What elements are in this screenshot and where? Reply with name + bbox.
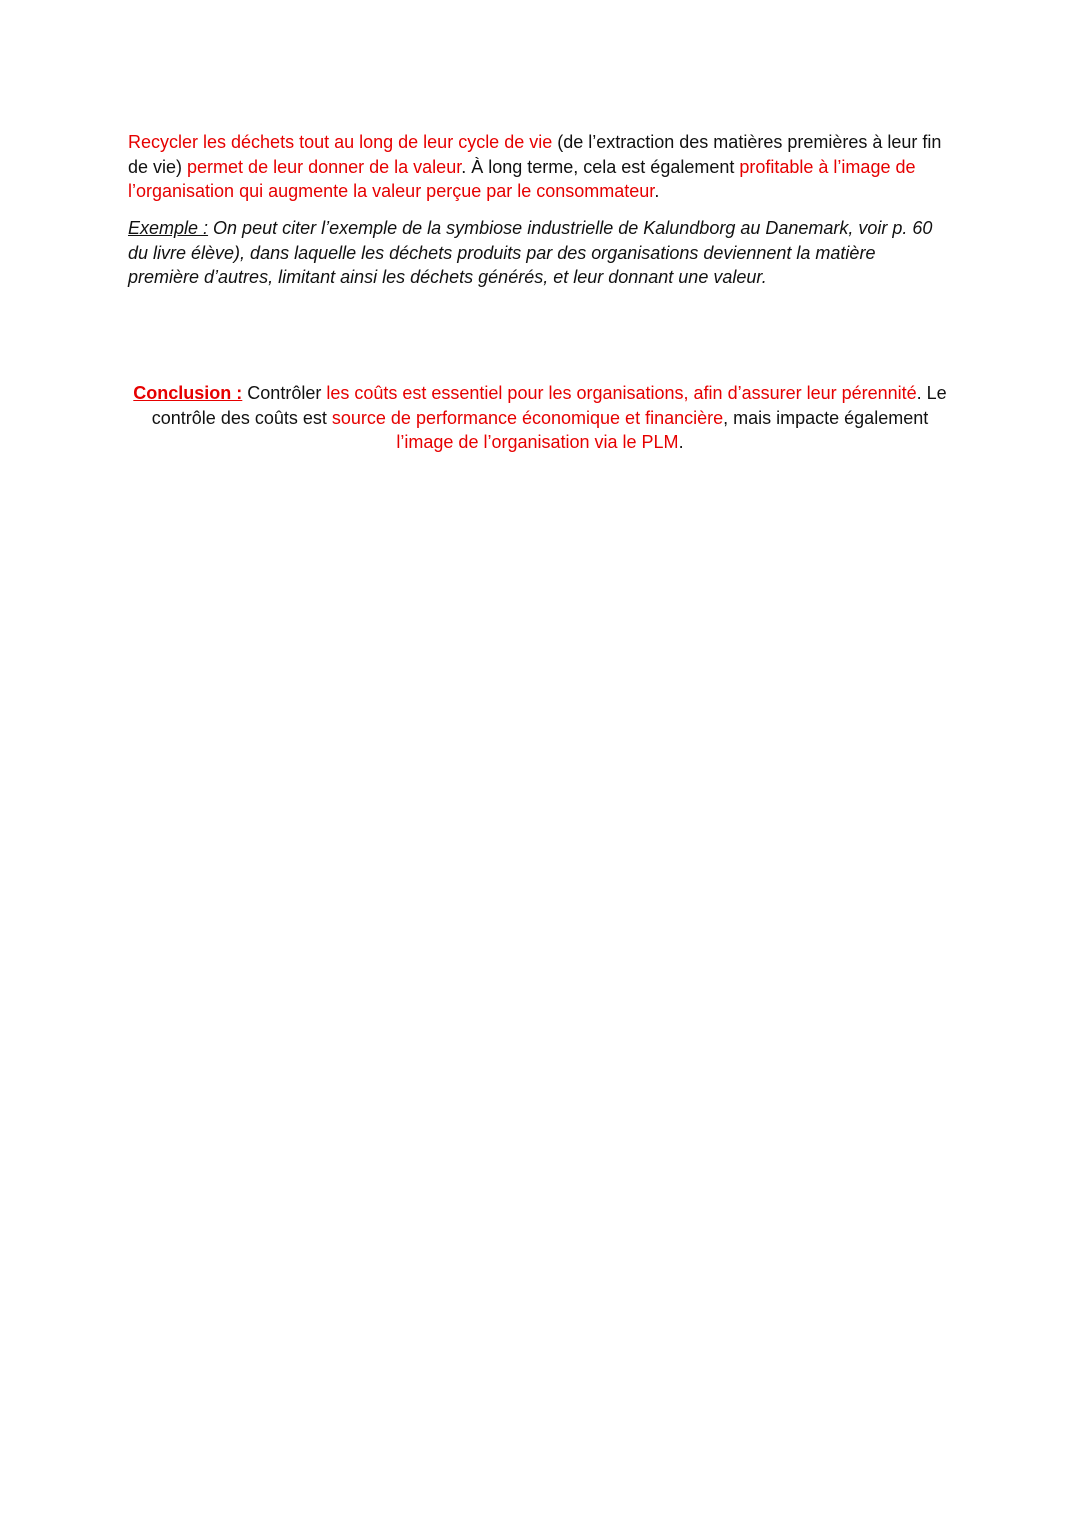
conclusion-highlight-costs: les coûts est essentiel pour les organisations, afin d’assurer leur pérennité <box>326 383 917 403</box>
conclusion-highlight-performance: source de performance économique et financière <box>331 407 724 428</box>
conclusion-text-3: , mais impacte également <box>723 407 929 428</box>
text-period: . <box>654 181 660 201</box>
conclusion-text-4: . <box>678 432 684 452</box>
conclusion-label: Conclusion : <box>133 383 243 403</box>
highlight-value: permet de leur donner de la valeur <box>187 156 462 177</box>
highlight-recycling: Recycler les déchets tout au long de leur cycle de vie <box>128 132 553 152</box>
example-text: On peut citer l’exemple de la symbiose industrielle de Kalundborg au Danemark, voir p. 60 du livre élève), dans laquelle les déchets produits par des organisations deviennent la matière première d’autres, limitant ainsi les déchets générés, et leur donnant une valeur. <box>128 218 933 287</box>
highlight-image: profitable à l’image de l’organisation qui augmente la valeur perçue par le consommateur <box>128 156 916 201</box>
text-extraction: (de l’extraction des matières premières à leur fin de vie) <box>128 132 942 177</box>
conclusion-text-1: Contrôler <box>242 383 327 403</box>
recycling-paragraph <box>128 130 948 204</box>
example-paragraph <box>128 216 948 290</box>
conclusion-highlight-image: l’image de l’organisation via le PLM <box>396 432 679 452</box>
conclusion-text-2: . Le contrôle des coûts est <box>151 383 947 428</box>
example-label: Exemple : <box>128 218 209 238</box>
text-long-term: . À long terme, cela est également <box>461 156 740 177</box>
conclusion-paragraph <box>128 381 952 455</box>
